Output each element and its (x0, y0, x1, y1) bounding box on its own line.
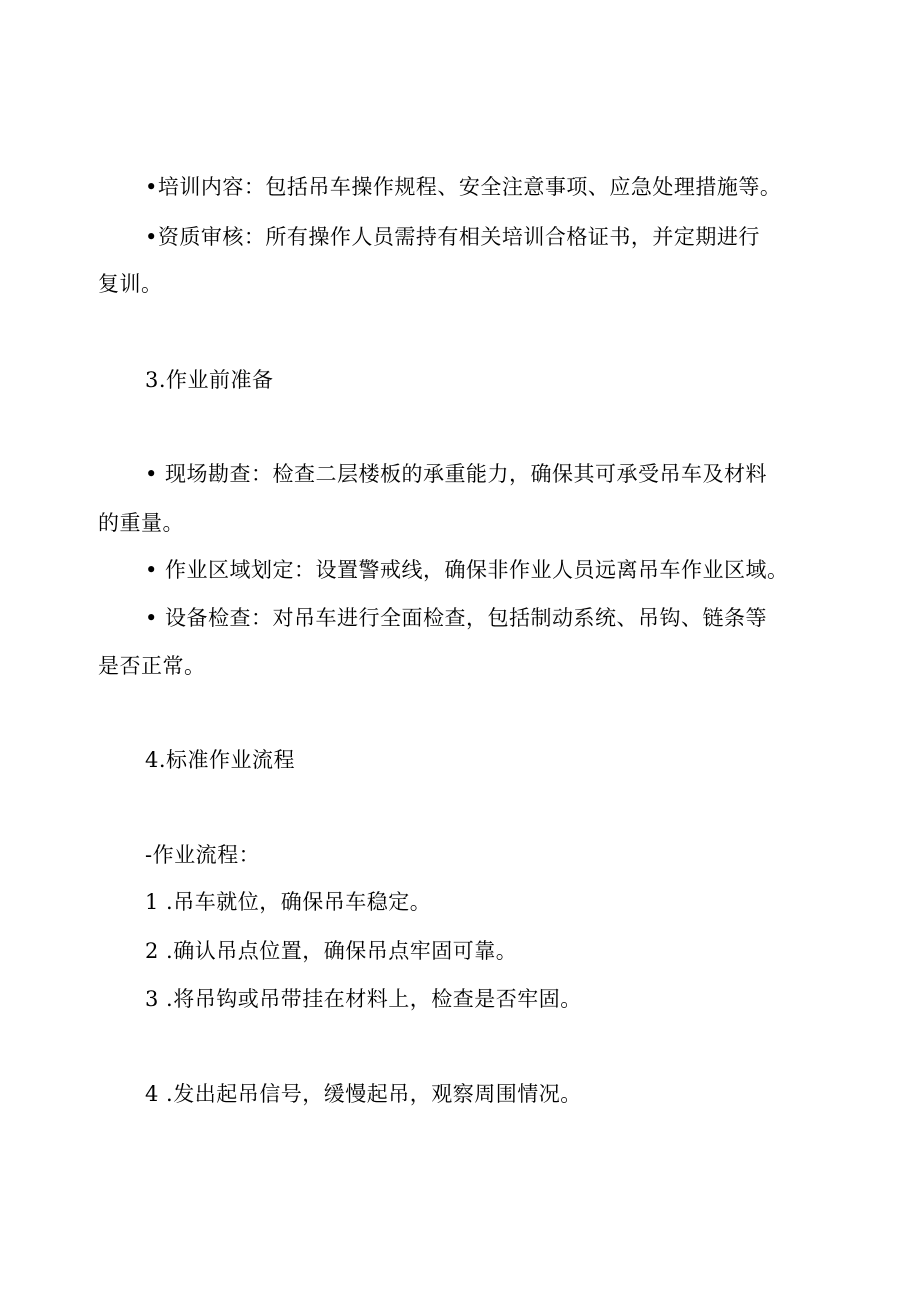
flow-step-2: 2 .确认吊点位置，确保吊点牢固可靠。 (145, 939, 518, 963)
bullet-work-area: • 作业区域划定：设置警戒线，确保非作业人员远离吊车作业区域。 (145, 558, 789, 582)
flow-step-3: 3 .将吊钩或吊带挂在材料上，检查是否牢固。 (145, 987, 582, 1011)
flow-step-1: 1 .吊车就位，确保吊车稳定。 (145, 890, 432, 914)
section-3-heading: 3.作业前准备 (145, 368, 274, 392)
bullet-equipment-check-line1: • 设备检查：对吊车进行全面检查，包括制动系统、吊钩、链条等 (145, 606, 768, 630)
bullet-training-content: •培训内容：包括吊车操作规程、安全注意事项、应急处理措施等。 (145, 175, 782, 199)
flow-step-4: 4 .发出起吊信号，缓慢起吊，观察周围情况。 (145, 1082, 582, 1106)
bullet-equipment-check-line2: 是否正常。 (98, 654, 206, 678)
bullet-qualification-line1: •资质审核：所有操作人员需持有相关培训合格证书，并定期进行 (145, 225, 760, 249)
bullet-site-survey-line1: • 现场勘查：检查二层楼板的承重能力，确保其可承受吊车及材料 (145, 462, 768, 486)
section-4-heading: 4.标准作业流程 (145, 748, 296, 772)
bullet-site-survey-line2: 的重量。 (98, 511, 184, 535)
flow-label: -作业流程： (145, 843, 261, 867)
bullet-qualification-line2: 复训。 (98, 272, 163, 296)
